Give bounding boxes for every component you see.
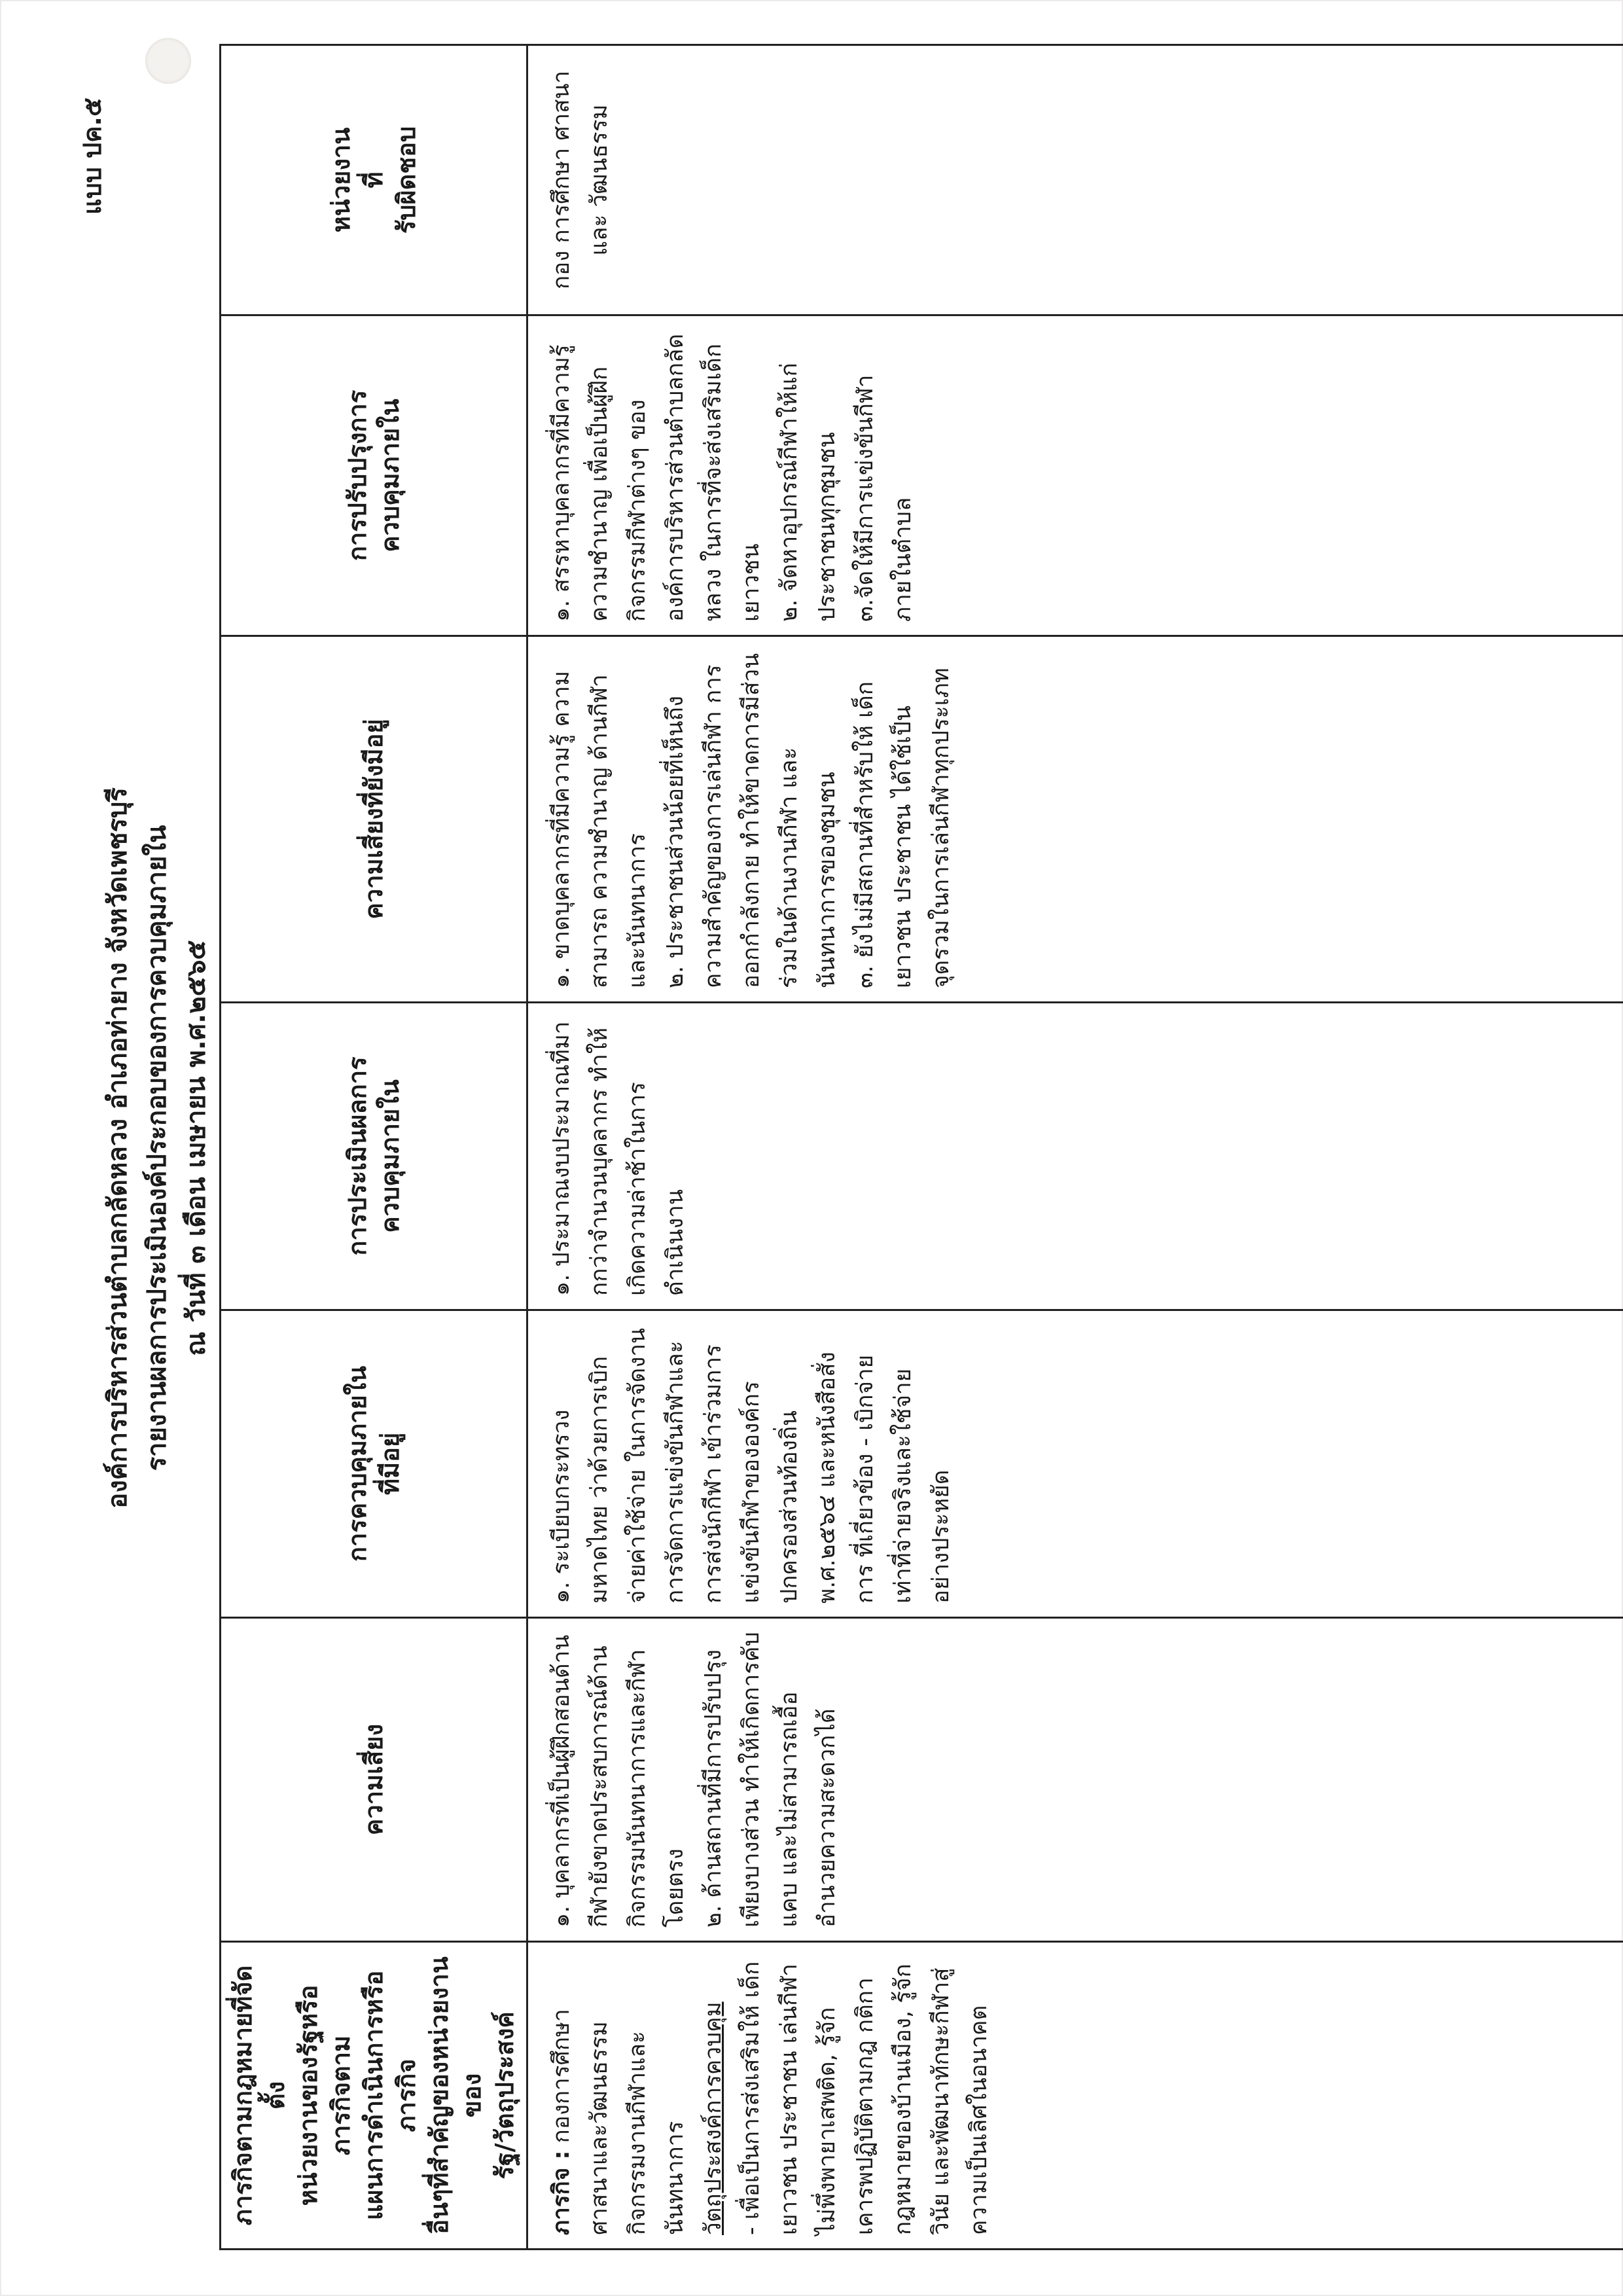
header-improvement: การปรับปรุงการ ควบคุมภายใน <box>221 315 527 636</box>
improvement-item: ๓.จัดให้มีการแข่งขันกีฬา ภายในตำบล <box>852 374 916 622</box>
form-code: แบบ ปค.๕ <box>78 98 107 215</box>
table-row <box>527 45 1623 2250</box>
mission-text: กองการศึกษา ศาสนาและวัฒนธรรม <box>548 2009 613 2235</box>
improvement-cell <box>527 315 1623 636</box>
responsible-unit: กอง การศึกษา ศาสนา และ วัฒนธรรม <box>548 70 613 290</box>
existing-control-item: ๑. ระเบียบกระทรวงมหาดไทย ว่าด้วยการเบิกจ่ายค่าใช้จ่าย ในการจัดงาน การจัดการแข่งขันกีฬาและการส่งนักกีฬา เข้าร่วมการแข่งขันกีฬาขององค์กรปกครองส่วนท้องถิ่น พ.ศ.๒๕๖๔ และหนังสือสั่งการ ที่เกี่ยวข้อง - เบิกจ่ายเท่าที่จ่ายจริงและใช้จ่ายอย่างประหยัด <box>548 1328 954 1604</box>
evaluation-cell <box>527 1003 1623 1310</box>
organization-title: องค์การบริหารส่วนตำบลกลัดหลวง อำเภอท่ายาง จังหวัดเพชรบุรี <box>103 787 133 1509</box>
remaining-risk-item: ๓. ยังไม่มีสถานที่สำหรับให้ เด็ก เยาวชน ประชาชน ได้ใช้เป็นจุดรวมในการเล่นกีฬาทุกประเภท <box>852 668 954 988</box>
remaining-risk-cell <box>527 636 1623 1003</box>
objective-text: - เพื่อเป็นการส่งเสริมให้ เด็ก เยาวชน ประชาชน เล่นกีฬา ไม่พึ่งพายาเสพติด, รู้จักเคารพปฏิบัติตามกฎ กติกา กฎหมายของบ้านเมือง, รู้จักวินัย และพัฒนาทักษะกีฬาสู่ความเป็นเลิศในอนาคต <box>738 1961 992 2235</box>
control-assessment-table <box>219 44 1623 2250</box>
report-title: รายงานผลการประเมินองค์ประกอบของการควบคุมภายใน <box>142 825 172 1471</box>
report-date: ณ วันที่ ๓ เดือน เมษายน พ.ศ.๒๕๖๕ <box>181 940 211 1356</box>
risk-cell <box>527 1618 1623 1942</box>
header-risk: ความเสี่ยง <box>221 1618 527 1942</box>
header-evaluation: การประเมินผลการ ควบคุมภายใน <box>221 1003 527 1310</box>
mission-cell <box>527 1942 1623 2250</box>
responsible-unit-cell <box>527 45 1623 315</box>
risk-item: ๒. ด้านสถานที่มีการปรับปรุงเพียงบางส่วน ทำให้เกิดการคับแคบ และไม่สามารถเอื้ออำนวยความสะดวกได้ <box>700 1632 840 1928</box>
header-responsible-unit: หน่วยงาน ที่ รับผิดชอบ <box>221 45 527 315</box>
improvement-item: ๒. จัดหาอุปกรณ์กีฬาให้แก่ ประชาชนทุกชุมชน <box>776 363 840 622</box>
evaluation-item: ๑. ประมาณงบประมาณที่มากกว่าจำนวนบุคลากร ทำให้เกิดความล่าช้าในการดำเนินงาน <box>548 1021 688 1296</box>
mission-activity: กิจกรรมงานกีฬาและนันทนาการ <box>624 2031 688 2235</box>
document-header <box>98 0 216 2296</box>
remaining-risk-item: ๑. ขาดบุคลากรที่มีความรู้ ความสามารถ ความชำนาญ ด้านกีฬาและนันทนาการ <box>548 670 651 988</box>
objective-heading: วัตถุประสงค์การควบคุม <box>700 2001 726 2235</box>
existing-controls-cell <box>527 1310 1623 1618</box>
header-mission: ภารกิจตามกฎหมายที่จัดตั้ง หน่วยงานของรัฐหรือภารกิจตาม แผนการดำเนินการหรือภารกิจ อื่นๆที่สำคัญของหน่วยงานของ รัฐ/วัตถุประสงค์ <box>221 1942 527 2250</box>
mission-label: ภารกิจ : <box>548 2150 575 2235</box>
remaining-risk-item: ๒. ประชาชนส่วนน้อยที่เห็นถึงความสำคัญของการเล่นกีฬา การออกกำลังกาย ทำให้ขาดการมีส่วนร่วมในด้านงานกีฬา และนันทนาการของชุมชน <box>662 653 840 988</box>
improvement-item: ๑. สรรหาบุคลากรที่มีความรู้ ความชำนาญ เพื่อเป็นผู้ฝึกกิจกรรมกีฬาต่างๆ ขององค์การบริหารส่วนตำบลกลัดหลวง ในการที่จะส่งเสริมเด็ก เยาวชน <box>548 333 764 622</box>
table-header-row <box>221 45 527 2250</box>
header-existing-controls: การควบคุมภายใน ที่มีอยู่ <box>221 1310 527 1618</box>
header-remaining-risk: ความเสี่ยงที่ยังมีอยู่ <box>221 636 527 1003</box>
risk-item: ๑. บุคลากรที่เป็นผู้ฝึกสอนด้านกีฬายังขาดประสบการณ์ด้านกิจกรรมนันทนาการและกีฬาโดยตรง <box>548 1634 688 1928</box>
